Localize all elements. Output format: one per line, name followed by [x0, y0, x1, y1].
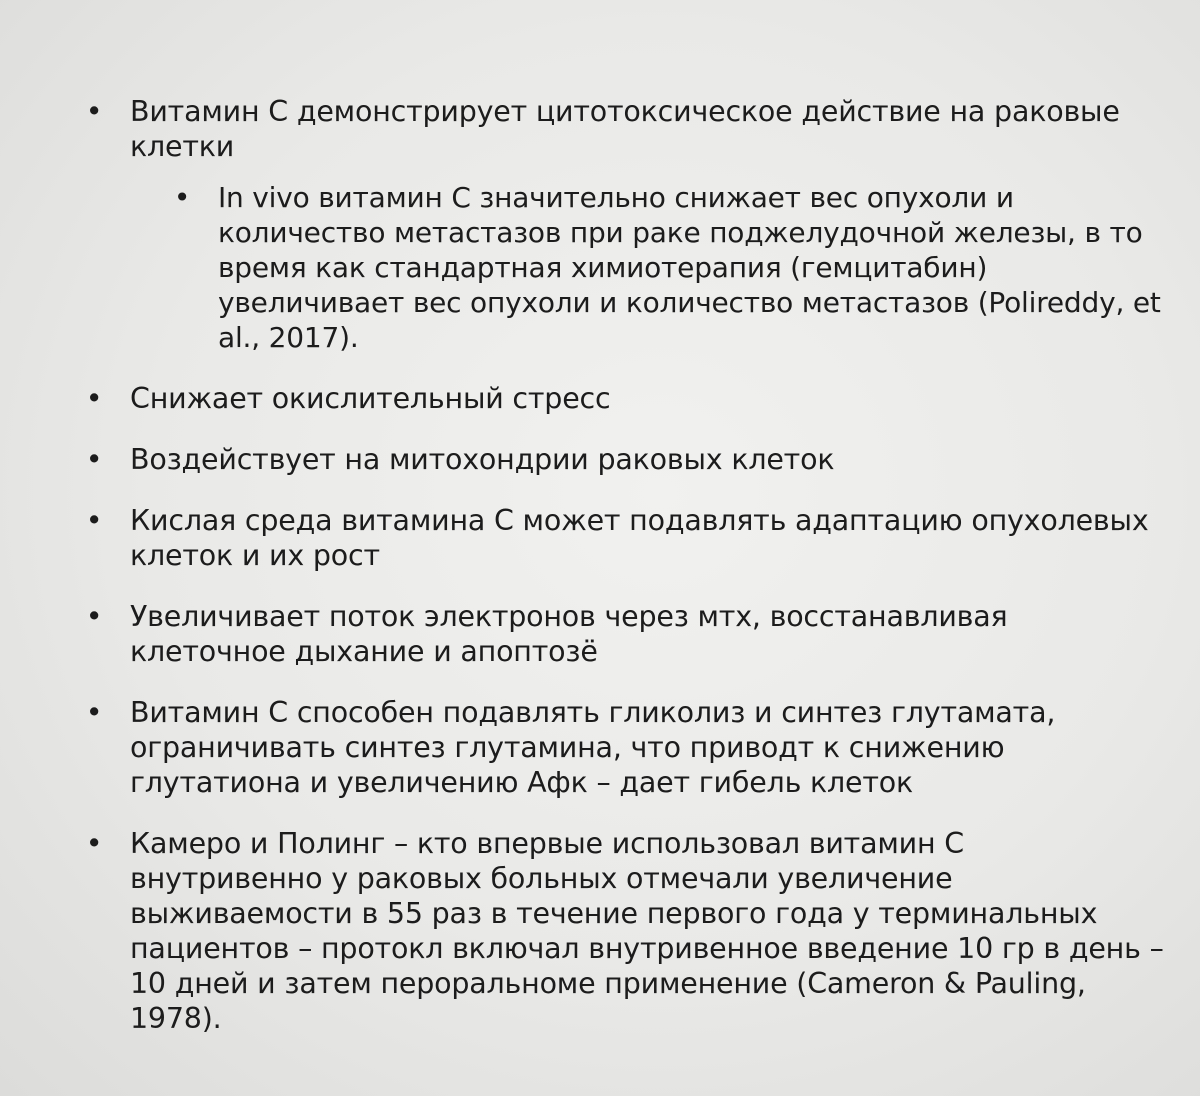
bullet-text: Камеро и Полинг – кто впервые использовал витамин С внутривенно у раковых больных отмечали увеличение выживаемости в 55 раз в течение первого года у терминальных пациентов – протокл включал внутривенное введение 10 гр в день – 10 дней и затем пероральноме применение (Cameron & Pauling, 1978). — [130, 827, 1164, 1035]
bullet-dot-icon: • — [85, 696, 103, 729]
sub-bullet-text: In vivo витамин С значительно снижает вес опухоли и количество метастазов при раке поджелудочной железы, в то время как стандартная химиотерапия (гемцитабин) увеличивает вес опухоли и количество метастазов (Polireddy, et al., 2017). — [218, 181, 1161, 354]
bullet-item-acidic-environment — [84, 503, 1164, 573]
bullet-text: Воздействует на митохондрии раковых клеток — [130, 443, 835, 476]
bullet-dot-icon: • — [85, 827, 103, 860]
bullet-text: Снижает окислительный стресс — [130, 382, 611, 415]
bullet-text: Витамин С демонстрирует цитотоксическое действие на раковые клетки — [130, 95, 1120, 163]
bullet-dot-icon: • — [85, 95, 103, 128]
bullet-dot-icon: • — [85, 382, 103, 415]
bullet-item-mitochondria — [84, 442, 1164, 477]
sub-bullet-dot-icon: • — [173, 181, 191, 214]
bullet-item-oxidative-stress — [84, 381, 1164, 416]
bullet-dot-icon: • — [85, 504, 103, 537]
bullet-text: Кислая среда витамина С может подавлять адаптацию опухолевых клеток и их рост — [130, 504, 1149, 572]
bullet-dot-icon: • — [85, 600, 103, 633]
sub-bullet-list — [130, 180, 1164, 355]
bullet-item-glycolysis — [84, 695, 1164, 800]
bullet-text: Увеличивает поток электронов через мтх, восстанавливая клеточное дыхание и апоптозё — [130, 600, 1008, 668]
bullet-item-vitamin-c-cytotoxic — [84, 94, 1164, 355]
bullet-text: Витамин С способен подавлять гликолиз и синтез глутамата, ограничивать синтез глутамина, что приводт к снижению глутатиона и увеличению Афк – дает гибель клеток — [130, 696, 1056, 799]
bullet-item-electron-flow — [84, 599, 1164, 669]
bullet-dot-icon: • — [85, 443, 103, 476]
bullet-item-cameron-pauling — [84, 826, 1164, 1036]
sub-bullet-item-in-vivo — [170, 180, 1164, 355]
bullet-list — [84, 94, 1164, 1036]
